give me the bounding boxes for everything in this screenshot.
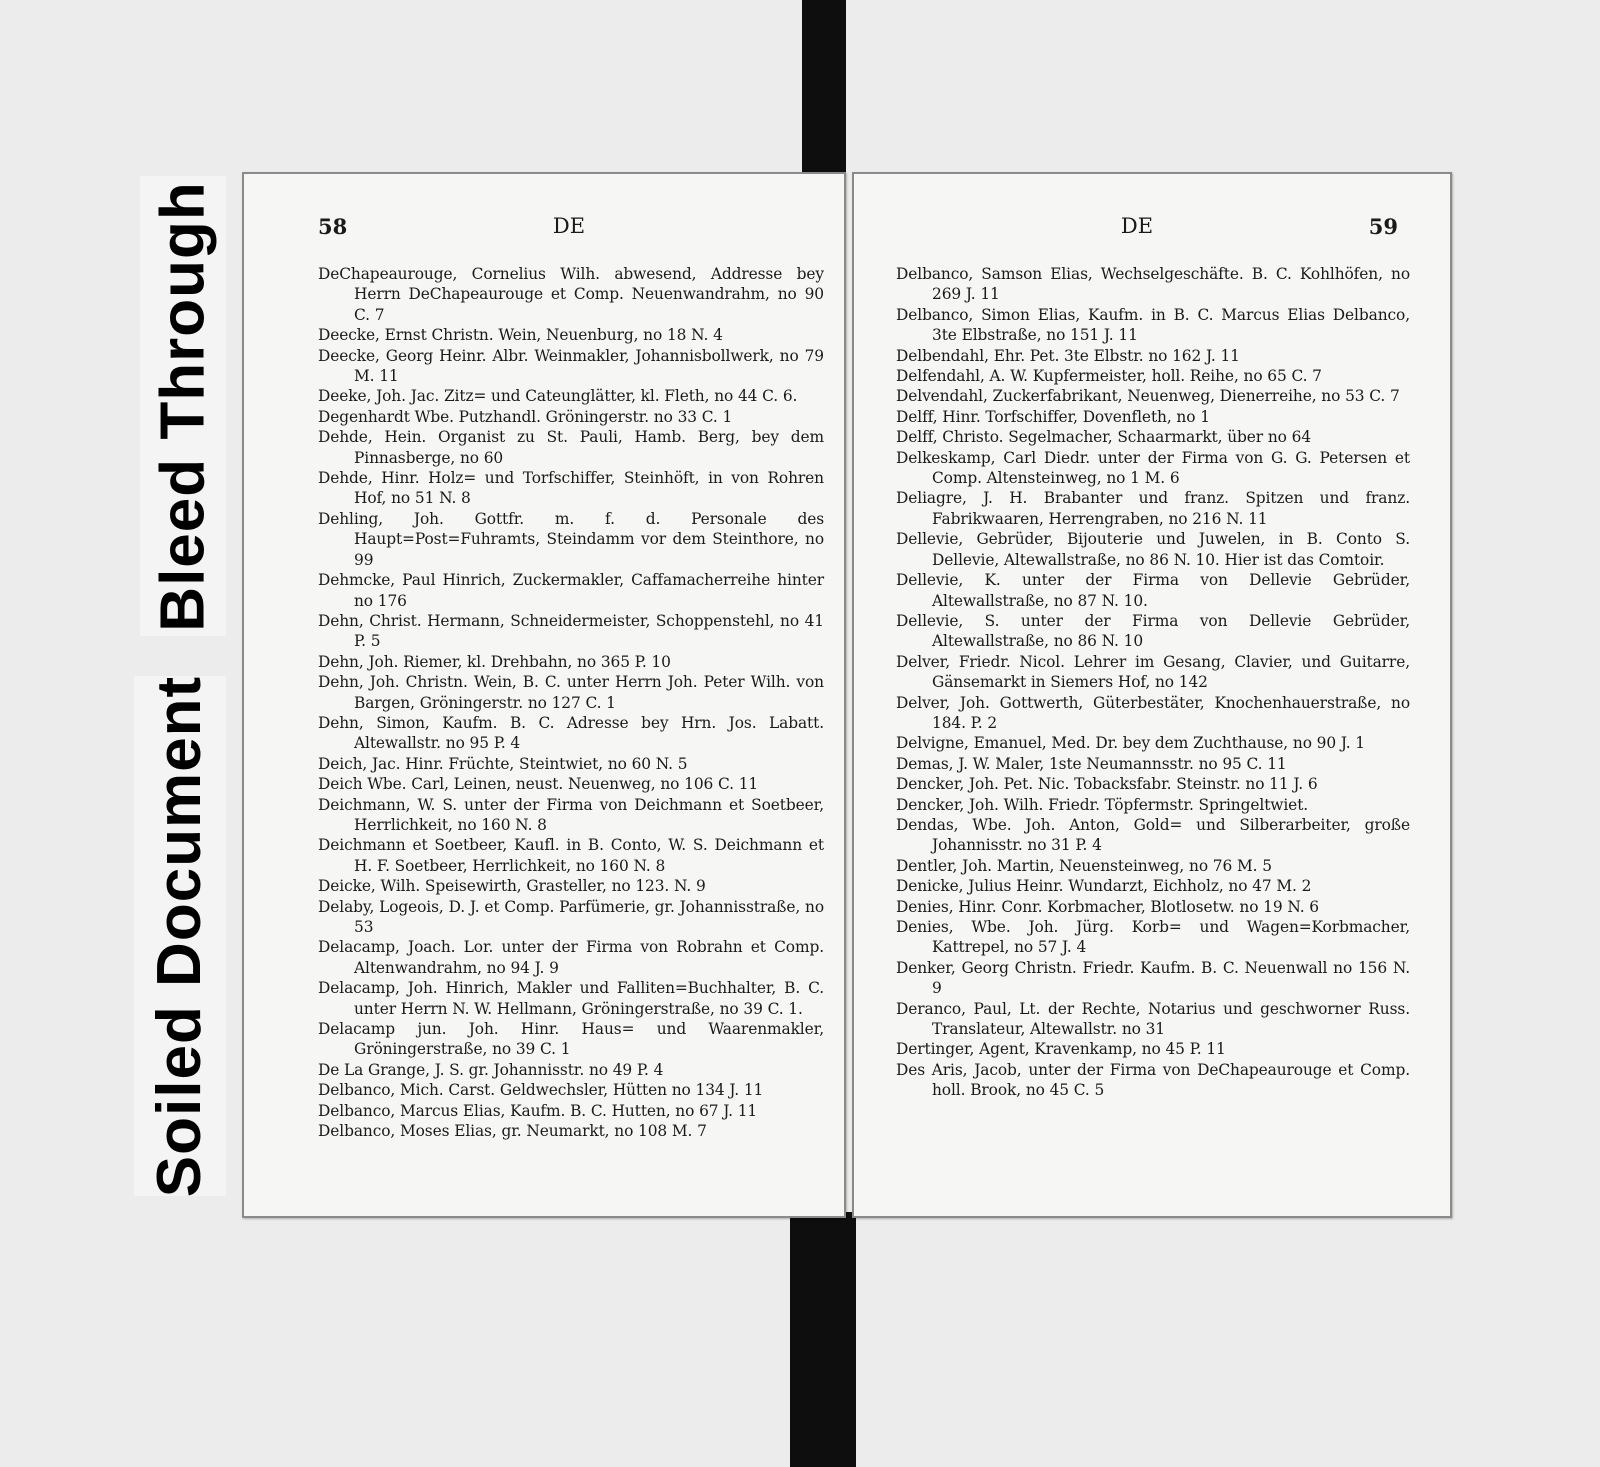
- directory-entry: Deliagre, J. H. Brabanter und franz. Spitzen und franz. Fabrikwaaren, Herrengraben, no 216 N. 11: [896, 489, 1410, 528]
- directory-entry: Degenhardt Wbe. Putzhandl. Gröningerstr. no 33 C. 1: [318, 407, 733, 426]
- right-page: [852, 172, 1452, 1218]
- left-page: [242, 172, 846, 1218]
- directory-entry: Dehn, Simon, Kaufm. B. C. Adresse bey Hrn. Jos. Labatt. Altewallstr. no 95 P. 4: [318, 713, 824, 753]
- directory-entry: Delbanco, Simon Elias, Kaufm. in B. C. Marcus Elias Delbanco, 3te Elbstraße, no 151 J. 11: [896, 305, 1410, 345]
- soiled-document-text: Soiled Document: [145, 675, 215, 1197]
- bleed-through-label: [140, 176, 226, 636]
- directory-entry: Delver, Joh. Gottwerth, Güterbestäter, Knochenhauerstraße, no 184. P. 2: [896, 693, 1410, 732]
- directory-entry: Dehde, Hein. Organist zu St. Pauli, Hamb. Berg, bey dem Pinnasberge, no 60: [318, 428, 824, 467]
- directory-entry: Delbendahl, Ehr. Pet. 3te Elbstr. no 162 J. 11: [896, 346, 1240, 365]
- right-entry-list: [896, 264, 1410, 1101]
- binding-spine-bottom: [790, 1212, 856, 1467]
- directory-entry: Delacamp, Joh. Hinrich, Makler und Falliten=Buchhalter, B. C. unter Herrn N. W. Hellmann, Gröningerstraße, no 39 C. 1.: [318, 979, 824, 1018]
- directory-entry: Deecke, Georg Heinr. Albr. Weinmakler, Johannisbollwerk, no 79 M. 11: [318, 346, 824, 386]
- directory-entry: Denies, Wbe. Joh. Jürg. Korb= und Wagen=Korbmacher, Kattrepel, no 57 J. 4: [896, 918, 1410, 957]
- directory-entry: Delvendahl, Zuckerfabrikant, Neuenweg, Dienerreihe, no 53 C. 7: [896, 387, 1400, 406]
- directory-entry: Deranco, Paul, Lt. der Rechte, Notarius und geschworner Russ. Translateur, Altewallstr. no 31: [896, 999, 1410, 1039]
- directory-entry: Delacamp, Joach. Lor. unter der Firma von Robrahn et Comp. Altenwandrahm, no 94 J. 9: [318, 938, 824, 977]
- directory-entry: Delbanco, Moses Elias, gr. Neumarkt, no 108 M. 7: [318, 1122, 707, 1141]
- directory-entry: Dehling, Joh. Gottfr. m. f. d. Personale des Haupt=Post=Fuhramts, Steindamm vor dem Steinthore, no 99: [318, 509, 824, 569]
- directory-entry: Des Aris, Jacob, unter der Firma von DeChapeaurouge et Comp. holl. Brook, no 45 C. 5: [896, 1060, 1410, 1100]
- directory-entry: Dellevie, K. unter der Firma von Dellevie Gebrüder, Altewallstraße, no 87 N. 10.: [896, 571, 1410, 610]
- bleed-through-text: Bleed Through: [148, 180, 218, 632]
- directory-entry: Dehmcke, Paul Hinrich, Zuckermakler, Caffamacherreihe hinter no 176: [318, 571, 824, 610]
- soiled-document-label: [134, 676, 226, 1196]
- directory-entry: Delkeskamp, Carl Diedr. unter der Firma von G. G. Petersen et Comp. Altensteinweg, no 1 M. 6: [896, 448, 1410, 488]
- directory-entry: Deeke, Joh. Jac. Zitz= und Cateunglätter, kl. Fleth, no 44 C. 6.: [318, 387, 798, 406]
- directory-entry: Deichmann, W. S. unter der Firma von Deichmann et Soetbeer, Herrlichkeit, no 160 N. 8: [318, 795, 824, 834]
- directory-entry: Dertinger, Agent, Kravenkamp, no 45 P. 11: [896, 1040, 1226, 1059]
- right-page-header: [854, 214, 1450, 246]
- directory-entry: Dencker, Joh. Pet. Nic. Tobacksfabr. Steinstr. no 11 J. 6: [896, 775, 1318, 794]
- directory-entry: Deicke, Wilh. Speisewirth, Grasteller, no 123. N. 9: [318, 877, 706, 896]
- directory-entry: Dellevie, S. unter der Firma von Dellevie Gebrüder, Altewallstraße, no 86 N. 10: [896, 611, 1410, 651]
- directory-entry: Denies, Hinr. Conr. Korbmacher, Blotlosetw. no 19 N. 6: [896, 897, 1320, 916]
- directory-entry: Deichmann et Soetbeer, Kaufl. in B. Conto, W. S. Deichmann et H. F. Soetbeer, Herrlichkeit, no 160 N. 8: [318, 836, 824, 875]
- directory-entry: Delff, Hinr. Torfschiffer, Dovenfleth, no 1: [896, 407, 1210, 426]
- directory-entry: Dendas, Wbe. Joh. Anton, Gold= und Silberarbeiter, große Johannisstr. no 31 P. 4: [896, 815, 1410, 855]
- directory-entry: Deecke, Ernst Christn. Wein, Neuenburg, no 18 N. 4: [318, 326, 723, 345]
- directory-entry: Demas, J. W. Maler, 1ste Neumannsstr. no 95 C. 11: [896, 754, 1287, 773]
- directory-entry: Delff, Christo. Segelmacher, Schaarmarkt, über no 64: [896, 428, 1312, 447]
- directory-entry: Dehde, Hinr. Holz= und Torfschiffer, Steinhöft, in von Rohren Hof, no 51 N. 8: [318, 469, 824, 508]
- binding-spine-top: [802, 0, 846, 186]
- directory-entry: Dehn, Joh. Riemer, kl. Drehbahn, no 365 P. 10: [318, 652, 671, 671]
- directory-entry: Dehn, Christ. Hermann, Schneidermeister, Schoppenstehl, no 41 P. 5: [318, 611, 824, 651]
- directory-entry: De La Grange, J. S. gr. Johannisstr. no 49 P. 4: [318, 1060, 664, 1079]
- directory-entry: Deich, Jac. Hinr. Früchte, Steintwiet, no 60 N. 5: [318, 754, 688, 773]
- directory-entry: Delacamp jun. Joh. Hinr. Haus= und Waarenmakler, Gröningerstraße, no 39 C. 1: [318, 1020, 824, 1059]
- directory-entry: Delbanco, Mich. Carst. Geldwechsler, Hütten no 134 J. 11: [318, 1081, 764, 1100]
- directory-entry: Delvigne, Emanuel, Med. Dr. bey dem Zuchthause, no 90 J. 1: [896, 734, 1365, 753]
- directory-entry: Delfendahl, A. W. Kupfermeister, holl. Reihe, no 65 C. 7: [896, 367, 1322, 386]
- page-number: 59: [1368, 214, 1398, 239]
- directory-entry: Delbanco, Marcus Elias, Kaufm. B. C. Hutten, no 67 J. 11: [318, 1101, 758, 1120]
- left-entry-list: [318, 264, 824, 1141]
- directory-entry: Denicke, Julius Heinr. Wundarzt, Eichholz, no 47 M. 2: [896, 877, 1312, 896]
- page-number: 58: [318, 214, 348, 239]
- directory-entry: Dellevie, Gebrüder, Bijouterie und Juwelen, in B. Conto S. Dellevie, Altewallstraße, no 86 N. 10. Hier ist das Comtoir.: [896, 530, 1410, 569]
- directory-entry: Delver, Friedr. Nicol. Lehrer im Gesang, Clavier, und Guitarre, Gänsemarkt in Siemers Hof, no 142: [896, 652, 1410, 692]
- directory-entry: DeChapeaurouge, Cornelius Wilh. abwesend, Addresse bey Herrn DeChapeaurouge et Comp. Neuenwandrahm, no 90 C. 7: [318, 265, 824, 324]
- directory-entry: Delaby, Logeois, D. J. et Comp. Parfümerie, gr. Johannisstraße, no 53: [318, 897, 824, 936]
- directory-entry: Dentler, Joh. Martin, Neuensteinweg, no 76 M. 5: [896, 856, 1272, 875]
- section-heading: DE: [1120, 214, 1154, 238]
- section-heading: DE: [552, 214, 586, 238]
- directory-entry: Dencker, Joh. Wilh. Friedr. Töpfermstr. Springeltwiet.: [896, 795, 1309, 814]
- directory-entry: Deich Wbe. Carl, Leinen, neust. Neuenweg, no 106 C. 11: [318, 775, 759, 794]
- directory-entry: Denker, Georg Christn. Friedr. Kaufm. B. C. Neuenwall no 156 N. 9: [896, 958, 1410, 998]
- left-page-header: [244, 214, 844, 246]
- directory-entry: Dehn, Joh. Christn. Wein, B. C. unter Herrn Joh. Peter Wilh. von Bargen, Gröningerstr. no 127 C. 1: [318, 673, 824, 712]
- directory-entry: Delbanco, Samson Elias, Wechselgeschäfte. B. C. Kohlhöfen, no 269 J. 11: [896, 265, 1410, 304]
